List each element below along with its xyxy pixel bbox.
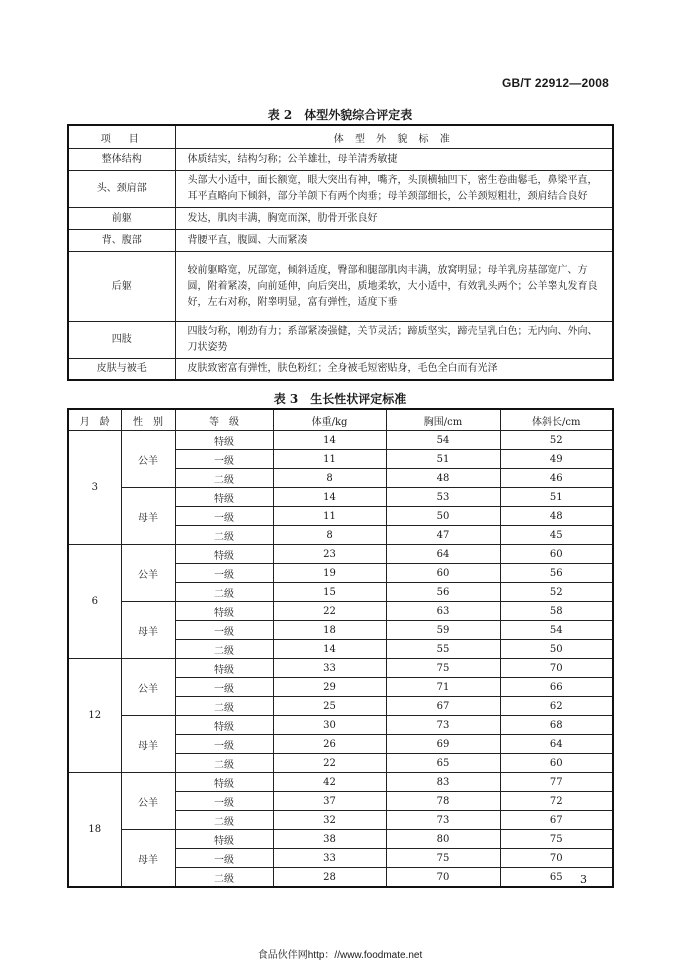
table2-appearance-evaluation xyxy=(67,124,614,381)
table3-sex-cell: 母羊 xyxy=(121,488,175,545)
table3-grade-cell: 一级 xyxy=(175,621,273,640)
table2-item-cell: 背、腹部 xyxy=(68,230,175,252)
table3-chest-cell: 78 xyxy=(386,792,500,811)
table2-item-cell: 皮肤与被毛 xyxy=(68,359,175,381)
table3-length-cell: 60 xyxy=(500,545,613,564)
table2-header-row xyxy=(68,125,613,149)
footer-watermark: 食品伙伴网http：//www.foodmate.net xyxy=(257,950,423,961)
table3-weight-cell: 8 xyxy=(273,526,386,545)
table3-chest-cell: 54 xyxy=(386,431,500,450)
table3-chest-cell: 69 xyxy=(386,735,500,754)
table3-col-age: 月 龄 xyxy=(68,409,121,431)
table3-chest-cell: 73 xyxy=(386,716,500,735)
table3-col-weight: 体重/kg xyxy=(273,409,386,431)
table2-row xyxy=(68,149,613,171)
table3-weight-cell: 26 xyxy=(273,735,386,754)
table3-weight-cell: 19 xyxy=(273,564,386,583)
table2-item-cell: 后躯 xyxy=(68,252,175,322)
table3-grade-cell: 一级 xyxy=(175,450,273,469)
table3-chest-cell: 83 xyxy=(386,773,500,792)
table3-grade-cell: 二级 xyxy=(175,640,273,659)
table3-col-sex: 性 别 xyxy=(121,409,175,431)
table3-chest-cell: 51 xyxy=(386,450,500,469)
table3-chest-cell: 75 xyxy=(386,659,500,678)
table3-length-cell: 67 xyxy=(500,811,613,830)
table3-grade-cell: 二级 xyxy=(175,697,273,716)
table3-length-cell: 46 xyxy=(500,469,613,488)
table3-length-cell: 64 xyxy=(500,735,613,754)
table2-row xyxy=(68,359,613,381)
table3-weight-cell: 33 xyxy=(273,849,386,868)
table2-standard-cell: 皮肤致密富有弹性，肤色粉红；全身被毛短密贴身，毛色全白而有光泽 xyxy=(175,359,613,381)
table3-weight-cell: 30 xyxy=(273,716,386,735)
table3-weight-cell: 14 xyxy=(273,431,386,450)
table3-sex-cell: 公羊 xyxy=(121,659,175,716)
table3-grade-cell: 二级 xyxy=(175,811,273,830)
table3-grade-cell: 二级 xyxy=(175,469,273,488)
table3-grade-cell: 二级 xyxy=(175,583,273,602)
table3-length-cell: 75 xyxy=(500,830,613,849)
table3-weight-cell: 29 xyxy=(273,678,386,697)
table3-row xyxy=(68,659,613,678)
table3-caption: 表 3 生长性状评定标准 xyxy=(273,392,407,406)
table3-length-cell: 70 xyxy=(500,659,613,678)
table3-grade-cell: 特级 xyxy=(175,545,273,564)
table3-age-cell: 3 xyxy=(68,431,121,545)
table3-length-cell: 60 xyxy=(500,754,613,773)
table3-weight-cell: 28 xyxy=(273,868,386,888)
table2-standard-cell: 体质结实，结构匀称；公羊雄壮，母羊清秀敏捷 xyxy=(175,149,613,171)
table3-chest-cell: 67 xyxy=(386,697,500,716)
table3-weight-cell: 25 xyxy=(273,697,386,716)
table3-chest-cell: 55 xyxy=(386,640,500,659)
table3-chest-cell: 50 xyxy=(386,507,500,526)
table3-length-cell: 52 xyxy=(500,583,613,602)
table3-weight-cell: 22 xyxy=(273,754,386,773)
table3-weight-cell: 8 xyxy=(273,469,386,488)
table3-grade-cell: 二级 xyxy=(175,754,273,773)
table2-standard-cell: 头部大小适中，面长额宽，眼大突出有神，嘴齐，头顶横轴凹下，密生卷曲鬈毛，鼻梁平直，耳平直略向下倾斜，部分羊颌下有两个肉垂；母羊颈部细长，公羊颈短粗壮，颈肩结合良好 xyxy=(175,171,613,208)
page-number: 3 xyxy=(580,873,587,886)
table3-col-body-length: 体斜长/cm xyxy=(500,409,613,431)
table3-chest-cell: 65 xyxy=(386,754,500,773)
table2-standard-cell: 发达，肌肉丰满，胸宽而深，肋骨开张良好 xyxy=(175,208,613,230)
table3-chest-cell: 60 xyxy=(386,564,500,583)
table3-weight-cell: 37 xyxy=(273,792,386,811)
table3-grade-cell: 二级 xyxy=(175,868,273,888)
table3-chest-cell: 70 xyxy=(386,868,500,888)
table2-row xyxy=(68,208,613,230)
table3-weight-cell: 33 xyxy=(273,659,386,678)
table3-row xyxy=(68,716,613,735)
table3-length-cell: 52 xyxy=(500,431,613,450)
table3-weight-cell: 38 xyxy=(273,830,386,849)
table3-row xyxy=(68,602,613,621)
table3-weight-cell: 15 xyxy=(273,583,386,602)
table3-length-cell: 66 xyxy=(500,678,613,697)
table3-chest-cell: 64 xyxy=(386,545,500,564)
standard-number: GB/T 22912—2008 xyxy=(501,76,609,90)
table2-standard-cell: 四肢匀称，刚劲有力；系部紧凑强健，关节灵活；蹄质坚实，蹄壳呈乳白色；无内向、外向、刀状姿势 xyxy=(175,322,613,359)
table3-length-cell: 56 xyxy=(500,564,613,583)
table2-row xyxy=(68,171,613,208)
table3-col-chest: 胸围/cm xyxy=(386,409,500,431)
table3-chest-cell: 80 xyxy=(386,830,500,849)
table3-grade-cell: 特级 xyxy=(175,773,273,792)
table3-age-cell: 12 xyxy=(68,659,121,773)
table3-chest-cell: 48 xyxy=(386,469,500,488)
table3-grade-cell: 特级 xyxy=(175,830,273,849)
table3-length-cell: 50 xyxy=(500,640,613,659)
table3-growth-traits xyxy=(67,408,614,888)
table3-grade-cell: 特级 xyxy=(175,431,273,450)
table3-weight-cell: 14 xyxy=(273,640,386,659)
table3-weight-cell: 22 xyxy=(273,602,386,621)
table3-row xyxy=(68,545,613,564)
table2-row xyxy=(68,230,613,252)
table3-weight-cell: 11 xyxy=(273,450,386,469)
table3-length-cell: 65 xyxy=(500,868,613,888)
table2-col-item: 项 目 xyxy=(68,125,175,149)
table3-grade-cell: 二级 xyxy=(175,526,273,545)
table2-item-cell: 前躯 xyxy=(68,208,175,230)
table3-length-cell: 45 xyxy=(500,526,613,545)
table3-row xyxy=(68,830,613,849)
table3-chest-cell: 75 xyxy=(386,849,500,868)
table2-standard-cell: 较前躯略宽，尻部宽，倾斜适度，臀部和腿部肌肉丰满，放窝明显；母羊乳房基部宽广、方圆，附着紧凑，向前延伸，向后突出，质地柔软，大小适中，有效乳头两个；公羊睾丸发育良好，左右对称，附睾明显，富有弹性，适度下垂 xyxy=(175,252,613,322)
table3-chest-cell: 53 xyxy=(386,488,500,507)
table3-row xyxy=(68,773,613,792)
table3-weight-cell: 23 xyxy=(273,545,386,564)
table3-length-cell: 48 xyxy=(500,507,613,526)
table2-row xyxy=(68,322,613,359)
table2-item-cell: 整体结构 xyxy=(68,149,175,171)
table3-length-cell: 58 xyxy=(500,602,613,621)
table3-col-grade: 等 级 xyxy=(175,409,273,431)
table3-length-cell: 70 xyxy=(500,849,613,868)
table3-length-cell: 49 xyxy=(500,450,613,469)
table3-length-cell: 77 xyxy=(500,773,613,792)
table3-length-cell: 62 xyxy=(500,697,613,716)
table3-weight-cell: 32 xyxy=(273,811,386,830)
table2-item-cell: 头、颈肩部 xyxy=(68,171,175,208)
table2-caption: 表 2 体型外貌综合评定表 xyxy=(267,108,413,122)
table3-length-cell: 51 xyxy=(500,488,613,507)
table3-sex-cell: 公羊 xyxy=(121,545,175,602)
table3-chest-cell: 73 xyxy=(386,811,500,830)
table3-weight-cell: 18 xyxy=(273,621,386,640)
table3-grade-cell: 一级 xyxy=(175,792,273,811)
table3-chest-cell: 63 xyxy=(386,602,500,621)
table3-grade-cell: 特级 xyxy=(175,659,273,678)
table2-item-cell: 四肢 xyxy=(68,322,175,359)
table3-sex-cell: 母羊 xyxy=(121,716,175,773)
table3-grade-cell: 特级 xyxy=(175,602,273,621)
table3-sex-cell: 公羊 xyxy=(121,773,175,830)
table3-weight-cell: 42 xyxy=(273,773,386,792)
table2-standard-cell: 背腰平直，腹圆、大而紧凑 xyxy=(175,230,613,252)
table3-length-cell: 68 xyxy=(500,716,613,735)
table3-grade-cell: 一级 xyxy=(175,564,273,583)
table3-grade-cell: 一级 xyxy=(175,735,273,754)
table3-grade-cell: 一级 xyxy=(175,849,273,868)
table3-length-cell: 54 xyxy=(500,621,613,640)
table2-col-standard: 体 型 外 貌 标 准 xyxy=(175,125,613,149)
table3-chest-cell: 59 xyxy=(386,621,500,640)
table3-row xyxy=(68,431,613,450)
table3-grade-cell: 特级 xyxy=(175,716,273,735)
table3-chest-cell: 56 xyxy=(386,583,500,602)
table3-chest-cell: 71 xyxy=(386,678,500,697)
table3-sex-cell: 公羊 xyxy=(121,431,175,488)
table3-length-cell: 72 xyxy=(500,792,613,811)
table3-age-cell: 18 xyxy=(68,773,121,888)
table3-header-row xyxy=(68,409,613,431)
table3-grade-cell: 一级 xyxy=(175,507,273,526)
table3-weight-cell: 11 xyxy=(273,507,386,526)
table3-row xyxy=(68,488,613,507)
table3-grade-cell: 一级 xyxy=(175,678,273,697)
table3-age-cell: 6 xyxy=(68,545,121,659)
table3-chest-cell: 47 xyxy=(386,526,500,545)
table3-weight-cell: 14 xyxy=(273,488,386,507)
table3-sex-cell: 母羊 xyxy=(121,602,175,659)
table3-grade-cell: 特级 xyxy=(175,488,273,507)
table3-sex-cell: 母羊 xyxy=(121,830,175,888)
table2-row xyxy=(68,252,613,322)
